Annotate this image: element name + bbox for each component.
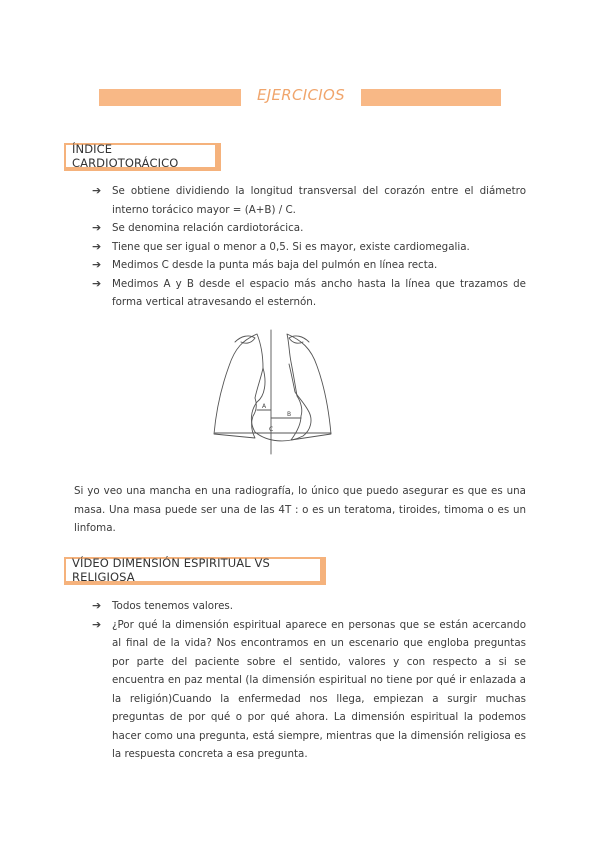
list-item-text: Se obtiene dividiendo la longitud transversal del corazón entre el diámetro interno torácico mayor = (A+B) / C. bbox=[112, 185, 526, 216]
list-item bbox=[90, 275, 526, 312]
section-title-spiritual bbox=[64, 557, 326, 585]
list-item bbox=[90, 219, 526, 238]
section-title-text: ÍNDICE CARDIOTORÁCICO bbox=[72, 142, 179, 170]
arrow-right-icon: ➔ bbox=[92, 617, 102, 631]
clavicle-right bbox=[289, 336, 309, 343]
left-lung-outline bbox=[214, 334, 263, 438]
list-item bbox=[90, 182, 526, 219]
list-item-text: ¿Por qué la dimensión espiritual aparece en personas que se están acercando al final de la vida? Nos encontramos en un escenario que engloba preguntas por parte del paciente sobre el sentido, valores y con respecto a si se encuentra en paz mental (la dimensión espiritual no tiene por qué ir enlazada a la religión)Cuando la enfermedad nos llega, empiezan a surgir muchas preguntas de por qué o por qué ahora. La dimensión espiritual la podemos hacer como una pregunta, está siempre, mientras que la dimensión religiosa es la respuesta concreta a esa pregunta. bbox=[112, 618, 526, 760]
masses-paragraph: Si yo veo una mancha en una radiografía, lo único que puedo asegurar es que es una masa. Una masa puede ser una de las 4T : o es un teratoma, tiroides, timoma o es un linfoma. bbox=[74, 485, 526, 535]
arrow-right-icon: ➔ bbox=[92, 276, 102, 290]
section-title-text: VÍDEO DIMENSIÓN ESPIRITUAL VS RELIGIOSA bbox=[72, 556, 270, 584]
list-item-text: Medimos A y B desde el espacio más ancho hasta la línea que trazamos de forma vertical atravesando el esternón. bbox=[112, 277, 526, 308]
label-c: C bbox=[269, 426, 274, 433]
list-item-text: Todos tenemos valores. bbox=[112, 600, 234, 612]
list-item-text: Medimos C desde la punta más baja del pulmón en línea recta. bbox=[112, 259, 438, 271]
section-title-cardiothoracic bbox=[64, 143, 221, 171]
arrow-right-icon: ➔ bbox=[92, 599, 102, 612]
bullet-list-spiritual bbox=[90, 597, 526, 764]
label-b: B bbox=[287, 411, 292, 418]
list-item-text: Se denomina relación cardiotorácica. bbox=[112, 222, 304, 234]
clavicle-left bbox=[235, 336, 255, 343]
label-a: A bbox=[262, 403, 267, 410]
arrow-right-icon: ➔ bbox=[92, 221, 102, 234]
arrow-right-icon: ➔ bbox=[92, 184, 102, 197]
list-item bbox=[90, 597, 526, 616]
header-bar-right bbox=[361, 89, 501, 106]
arrow-right-icon: ➔ bbox=[92, 239, 102, 253]
list-item bbox=[90, 256, 526, 275]
chest-diagram bbox=[205, 326, 355, 458]
arrow-right-icon: ➔ bbox=[92, 258, 102, 271]
heart-outline bbox=[251, 364, 311, 441]
page-title: EJERCICIOS bbox=[257, 86, 345, 104]
list-item bbox=[90, 238, 526, 257]
bullet-list-cardiothoracic bbox=[90, 182, 526, 312]
list-item bbox=[90, 616, 526, 764]
list-item-text: Tiene que ser igual o menor a 0,5. Si es mayor, existe cardiomegalia. bbox=[112, 240, 470, 253]
header-bar-left bbox=[99, 89, 241, 106]
